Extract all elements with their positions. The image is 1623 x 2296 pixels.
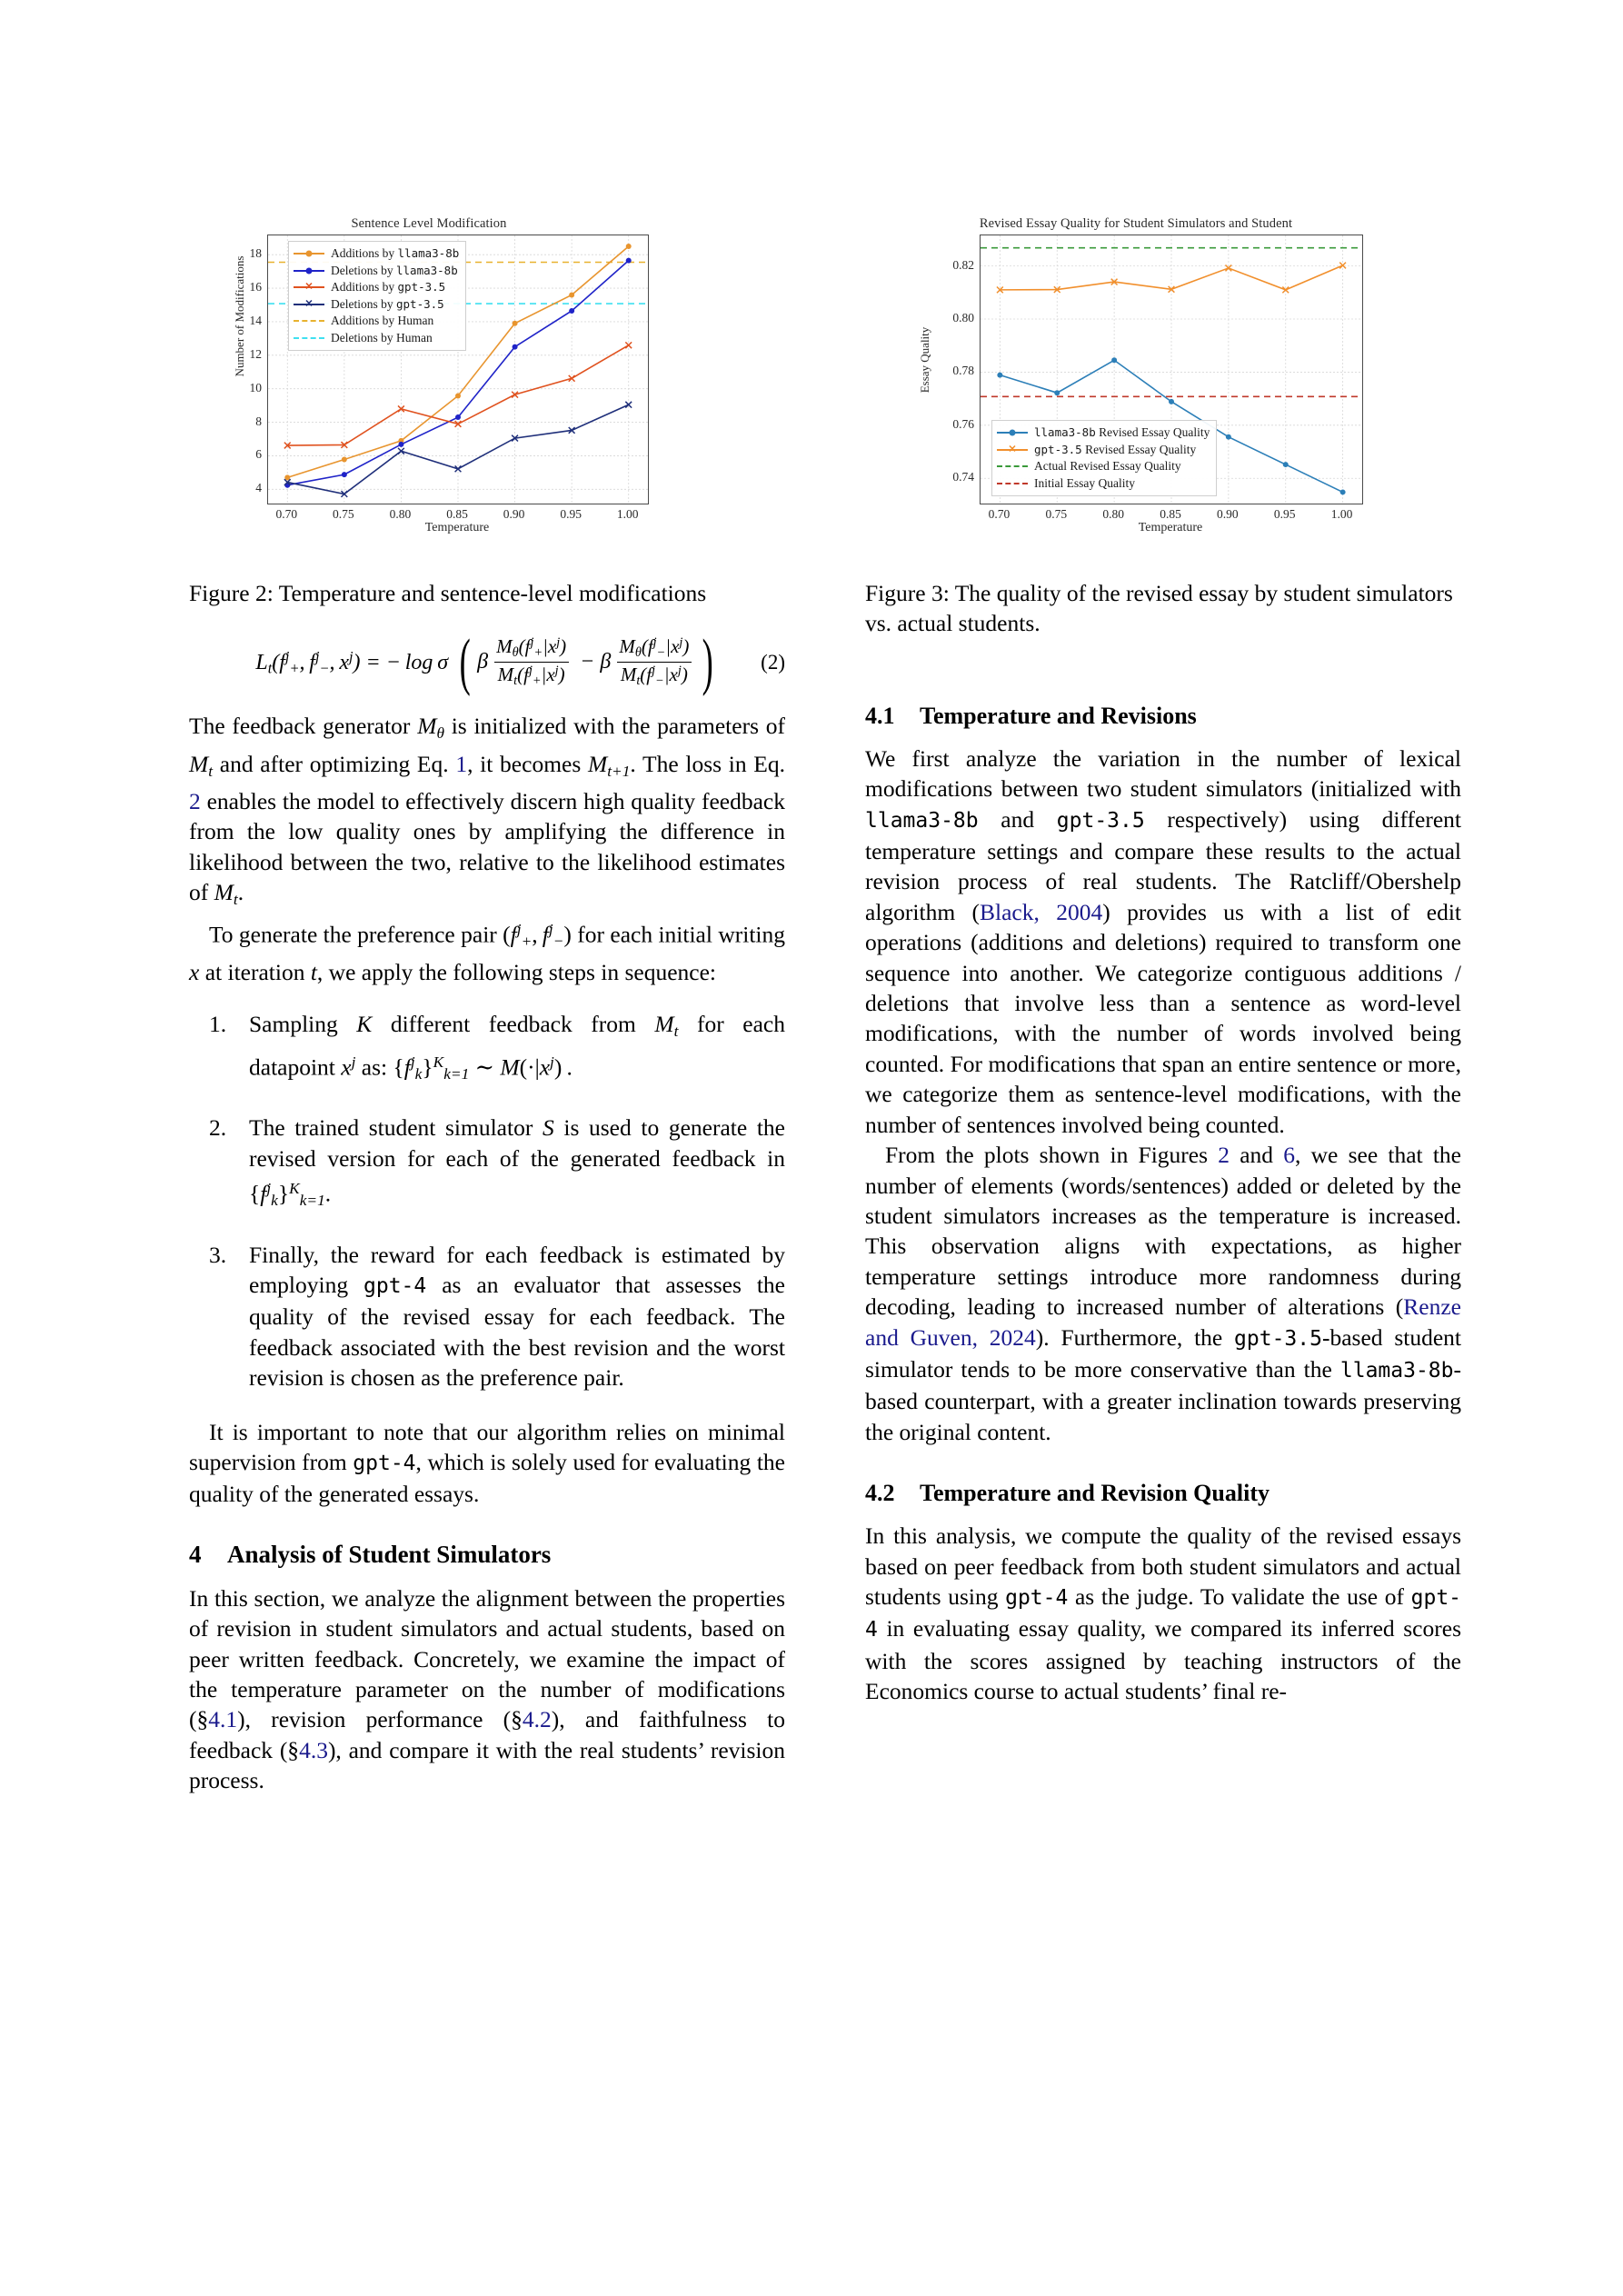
text-frag: is used to generate the revised version for each of the generated feedback in: [249, 1114, 785, 1172]
figure-3-caption: Figure 3: The quality of the revised essay by student simulators vs. actual students.: [865, 580, 1453, 637]
left-column: [189, 578, 785, 1796]
paragraph-preference-pair: To generate the preference pair ($f^j_+$, $f^j_-$) for each initial writing x at iteration t, we apply the following steps in sequence:: [189, 921, 785, 985]
legend-entry: [997, 475, 1210, 493]
legend-marker: ✕: [304, 281, 314, 293]
text-frag: To generate the preference pair: [209, 921, 503, 948]
legend-entry: [294, 279, 459, 296]
text-frag: .: [237, 879, 244, 906]
text-frag: The feedback generator: [189, 713, 418, 740]
text-frag: for each datapoint: [249, 1011, 785, 1080]
legend-label: Additions by Human: [331, 314, 434, 328]
x-tick-label: 0.90: [1217, 507, 1239, 521]
x-tick-label: 0.95: [1273, 507, 1296, 521]
text-frag: It is important to note that our algorithm relies on minimal supervision from: [189, 1418, 785, 1475]
eq-link-2[interactable]: 2: [189, 787, 201, 814]
figure-3-plot: [952, 235, 1363, 504]
text-frag: , which is solely used for evaluating the quality of the generated essays.: [189, 1448, 785, 1508]
text-frag: , we see that the number of elements (words/sentences) added or deleted by the student simulators increases as the temperature is increased. This observation aligns with expectations, as higher temperature settings introduce more randomness during decoding, leading to increased number of alterations (: [865, 1142, 1461, 1321]
paragraph-42-first: [865, 1521, 1461, 1706]
legend-marker: ✕: [304, 298, 314, 310]
y-tick-label: 4: [255, 481, 262, 495]
legend-label: Deletions by Human: [331, 330, 433, 344]
citation-black-2004[interactable]: Black, 2004: [980, 898, 1103, 925]
text-frag: is initialized with the parameters of: [443, 713, 785, 740]
model-name-gpt4-3: gpt-4: [1005, 1585, 1069, 1610]
model-name-gpt4-2: gpt-4: [353, 1451, 416, 1475]
legend-swatch: [294, 337, 324, 339]
y-tick-label: 0.82: [952, 257, 974, 272]
text-frag: for each initial writing: [571, 921, 785, 948]
text-frag: as an evaluator that assesses the quality of the revised essay for each feedback. The feedback associated with the best revision and the worst revision is chosen as the preference pair.: [249, 1271, 786, 1392]
figure-2-ylabel: Number of Modifications: [233, 255, 246, 377]
figure-3: [909, 216, 1363, 535]
x-tick-label: 0.70: [275, 507, 298, 521]
step-2: The trained student simulator S is used to generate the revised version for each of the generated feedback in $\{f^j_k\}^K_{k=1}$.: [249, 1114, 785, 1210]
y-tick-label: 0.76: [952, 416, 974, 431]
f3box-legend: [991, 420, 1217, 496]
text-frag: and: [978, 805, 1057, 833]
text-frag: as the judge. To validate the use of: [1068, 1582, 1411, 1610]
y-tick-label: 14: [249, 313, 262, 327]
text-frag: different feedback from: [372, 1011, 655, 1038]
x-tick-label: 0.90: [503, 507, 525, 521]
subsection-title: Temperature and Revision Quality: [920, 1480, 1270, 1507]
text-frag: Finally, the reward for each feedback is estimated by employing: [249, 1241, 785, 1298]
step-3: [189, 1240, 785, 1393]
legend-label: Deletions by llama3-8b: [331, 263, 458, 277]
figure-3-xlabel: Temperature: [1138, 521, 1203, 534]
y-tick-label: 0.78: [952, 364, 974, 378]
legend-entry: [294, 296, 459, 314]
equation-2-body: $L_t(f^j_+$, $f^j_-$, $x^j$) = − log σ ( β $\frac{M_\theta(f^j_+|x^j)}{M_t(f^j_+|x^j)}$ − β $\frac{M_\theta(f^j_-|x^j)}{M_t(f^j_-|x^j)}$ ): [255, 627, 714, 698]
model-name-llama3: llama3-8b: [865, 808, 979, 833]
model-name-gpt4: gpt-4: [363, 1273, 427, 1298]
y-tick-label: 8: [255, 414, 262, 428]
legend-entry: [294, 313, 459, 330]
legend-entry: [997, 442, 1210, 459]
x-tick-label: 0.70: [988, 507, 1011, 521]
text-frag: , it becomes: [467, 750, 588, 777]
legend-swatch: [294, 281, 324, 293]
section-number: 4: [189, 1540, 202, 1568]
text-frag: enables the model to effectively discern high quality feedback from the low quality ones by amplifying the difference in likelihood between the two, relative to the likelihood estimates of: [189, 787, 785, 906]
legend-label: Deletions by gpt-3.5: [331, 296, 444, 311]
figure-link-2[interactable]: 2: [1218, 1142, 1230, 1169]
legend-marker: ✕: [1008, 444, 1017, 455]
text-frag: , we apply the following steps in sequence:: [316, 958, 716, 985]
text-frag: ), revision performance (§: [237, 1706, 523, 1733]
paragraph-41-second: [865, 1140, 1461, 1447]
legend-swatch: [294, 298, 324, 310]
y-tick-label: 12: [249, 346, 262, 361]
equation-2-number: (2): [761, 650, 785, 674]
section-title: Analysis of Student Simulators: [227, 1540, 552, 1568]
x-tick-label: 0.95: [560, 507, 582, 521]
y-tick-label: 16: [249, 280, 262, 294]
text-frag: ), and compare it with the real students’ revision process.: [189, 1736, 785, 1794]
legend-entry: [997, 458, 1210, 475]
paragraph-41-first: [865, 744, 1461, 1140]
x-tick-label: 0.85: [446, 507, 468, 521]
legend-label: Initial Essay Quality: [1034, 475, 1135, 490]
figure-2-caption: Figure 2: Temperature and sentence-level modifications: [189, 580, 707, 606]
equation-2: [189, 627, 785, 698]
figure-2-plot: [249, 235, 649, 504]
legend-label: Additions by gpt-3.5: [331, 280, 446, 294]
text-frag: In this analysis, we compute the quality of the revised essays based on peer feedback from both student simulators and actual students using: [865, 1522, 1461, 1610]
subsection-title: Temperature and Revisions: [920, 702, 1197, 729]
paragraph-minimal-supervision: [189, 1417, 785, 1510]
subsection-heading-41: [865, 703, 1461, 730]
paragraph-section4-intro: [189, 1583, 785, 1796]
x-tick-label: 1.00: [1330, 507, 1353, 521]
y-tick-label: 0.74: [952, 470, 974, 484]
text-frag: We first analyze the variation in the number of lexical modifications between two student simulators (initialized with: [865, 744, 1461, 803]
legend-swatch: [997, 465, 1028, 467]
x-tick-label: 0.80: [1102, 507, 1124, 521]
y-tick-label: 18: [249, 246, 262, 261]
text-frag: ), and faithfulness to feedback (§: [189, 1706, 785, 1763]
figure-3-ylabel: Essay Quality: [918, 326, 931, 394]
legend-entry: [294, 245, 459, 263]
legend-label: gpt-3.5 Revised Essay Quality: [1034, 442, 1197, 456]
citation-renze-guven-2024[interactable]: Renze and Guven, 2024: [865, 1293, 1461, 1351]
paragraph-feedback-generator: The feedback generator $M_\theta$ is initialized with the parameters of $M_t$ and after optimizing Eq. 1, it becomes $M_{t+1}$. The loss in Eq. 2 enables the model to effectively discern high quality feedback from the low quality ones by amplifying the difference in likelihood between the two, relative to the likelihood estimates of $M_t$.: [189, 713, 786, 908]
x-tick-label: 0.75: [333, 507, 354, 521]
y-tick-label: 0.80: [952, 311, 974, 324]
text-frag: -based counterpart, with a greater inclination towards preserving the original content.: [865, 1355, 1461, 1445]
figure-2-xlabel: Temperature: [424, 521, 490, 534]
model-name-llama3-2: llama3-8b: [1339, 1358, 1454, 1383]
y-tick-label: 6: [255, 447, 262, 462]
procedure-steps: [189, 1009, 785, 1393]
subsection-heading-42: [865, 1480, 1461, 1507]
figure-3-title: Revised Essay Quality for Student Simulators and Student: [979, 216, 1293, 231]
legend-swatch: [997, 432, 1028, 434]
figure-2: [211, 216, 647, 535]
legend-swatch: [997, 444, 1028, 455]
text-frag: at iteration: [199, 958, 311, 985]
figure-link-6[interactable]: 6: [1283, 1142, 1296, 1169]
legend-entry: [294, 330, 459, 347]
y-tick-label: 10: [249, 380, 262, 394]
legend-swatch: [294, 253, 324, 255]
text-frag: and: [1230, 1142, 1284, 1169]
text-columns: [189, 578, 1461, 1796]
text-frag: .: [324, 1180, 332, 1207]
text-frag: and after optimizing Eq.: [213, 750, 456, 777]
legend-label: llama3-8b Revised Essay Quality: [1034, 425, 1210, 440]
text-frag: ) provides us with a list of edit operations (additions and deletions) required to transform one sequence into another. We categorize contiguous additions / deletions that involve less than a sentence as word-level modifications, with the number of words involved being counted. For modifications that span an entire sentence or more, we categorize them as sentence-level modifications, with the number of sentences involved being counted.: [865, 898, 1462, 1138]
figure-2-title: Sentence Level Modification: [351, 216, 507, 231]
text-frag: in evaluating essay quality, we compared its inferred scores with the scores assigned by teaching instructors of the Economics course to actual students’ final re-: [865, 1615, 1461, 1705]
section-link-42[interactable]: 4.2: [522, 1706, 552, 1733]
subsection-number: 4.2: [865, 1480, 895, 1507]
figure-3-xticks: [980, 504, 1363, 523]
text-frag: ). Furthermore, the: [1035, 1323, 1235, 1351]
legend-label: Additions by llama3-8b: [331, 246, 460, 261]
model-name-gpt4-4: gpt-4: [865, 1585, 1462, 1642]
text-frag: . The loss in Eq.: [630, 750, 786, 777]
x-tick-label: 1.00: [616, 507, 639, 521]
eq-link-1[interactable]: 1: [455, 750, 468, 777]
legend-entry: [997, 424, 1210, 442]
text-frag: as:: [355, 1053, 393, 1080]
section-link-43[interactable]: 4.3: [299, 1736, 328, 1763]
subsection-number: 4.1: [865, 702, 895, 729]
legend-marker: [1010, 430, 1016, 436]
section-link-41[interactable]: 4.1: [208, 1706, 238, 1733]
text-frag: In this section, we analyze the alignment between the properties of revision in student simulators and actual students, based on peer written feedback. Concretely, we examine the impact of the temperature parameter on the number of modifications (§: [189, 1584, 785, 1733]
x-tick-label: 0.85: [1160, 507, 1181, 521]
model-name-gpt35: gpt-3.5: [1056, 808, 1145, 833]
figure-2-xticks: [267, 504, 647, 523]
legend-marker: [306, 267, 313, 274]
model-name-gpt35-2: gpt-3.5: [1234, 1326, 1322, 1351]
text-frag: Sampling: [249, 1011, 357, 1038]
legend-swatch: [997, 483, 1028, 484]
right-column: [865, 578, 1461, 1796]
text-frag: -based student simulator tends to be more conservative than the: [865, 1323, 1461, 1383]
legend-entry: [294, 263, 459, 280]
section-heading-4: [189, 1541, 785, 1569]
x-tick-label: 0.75: [1045, 507, 1068, 521]
text-frag: respectively) using different temperature settings and compare these results to the actual revision process of real students. The Ratcliff/Obershelp algorithm (: [865, 805, 1461, 925]
text-frag: From the plots shown in Figures: [885, 1142, 1219, 1169]
f2box-legend: [288, 241, 466, 351]
x-tick-label: 0.80: [389, 507, 412, 521]
text-frag: The trained student simulator: [249, 1114, 543, 1142]
legend-marker: [306, 251, 313, 257]
legend-label: Actual Revised Essay Quality: [1034, 459, 1181, 474]
step-1: Sampling K different feedback from $M_t$ for each datapoint $x^j$ as: $\{f^j_k\}^K_{k=1}$ ∼ $M(\cdot|x^j)$ .: [249, 1011, 785, 1083]
legend-swatch: [294, 320, 324, 322]
legend-swatch: [294, 270, 324, 272]
